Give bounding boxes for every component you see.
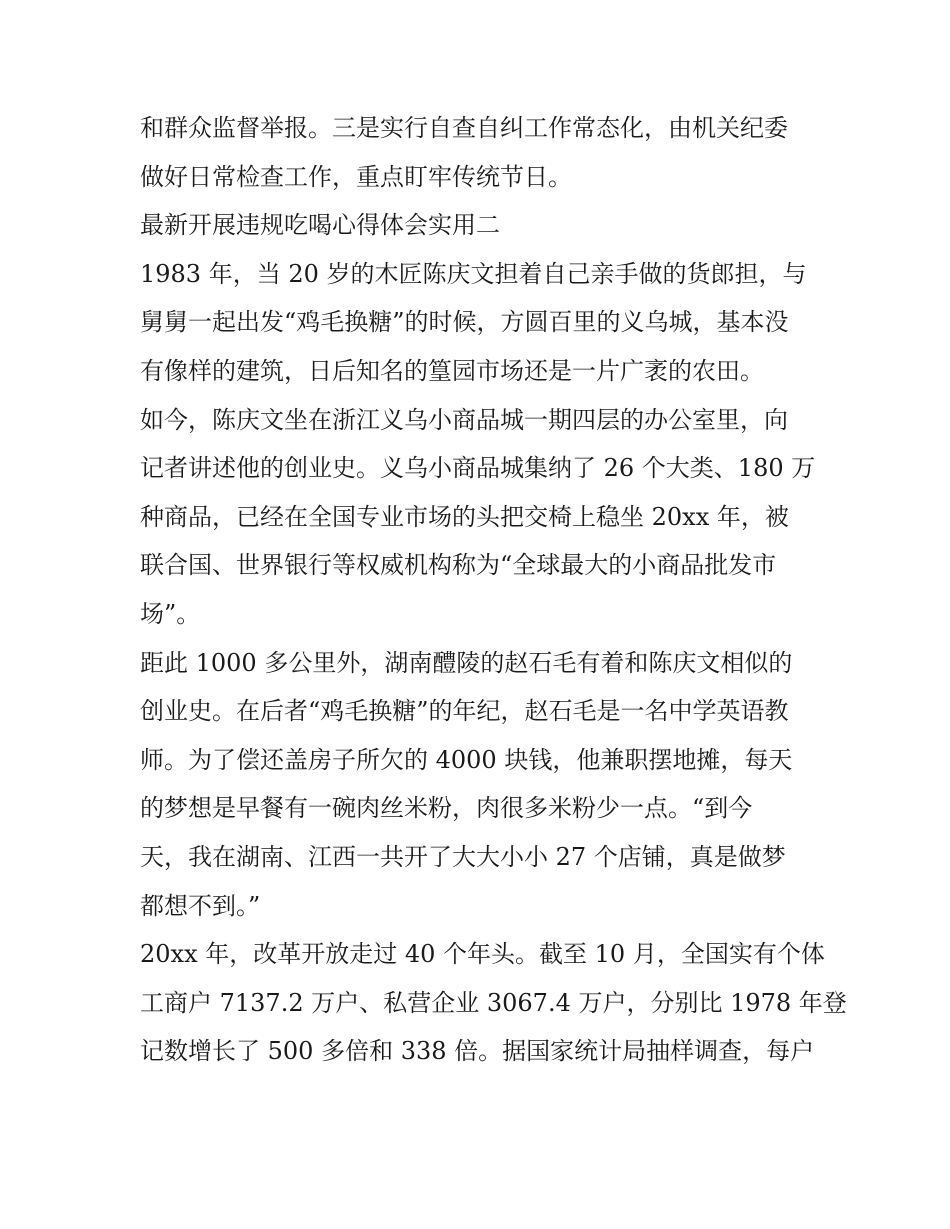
- text-line: 都想不到。”: [140, 891, 261, 920]
- text-line: 距此 1000 多公里外，湖南醴陵的赵石毛有着和陈庆文相似的: [140, 648, 793, 677]
- text-line: 场”。: [140, 599, 201, 628]
- text-line: 师。为了偿还盖房子所欠的 4000 块钱，他兼职摆地摊，每天: [140, 745, 793, 774]
- text-line: 记数增长了 500 多倍和 338 倍。据国家统计局抽样调查，每户: [140, 1037, 815, 1066]
- text-line: 的梦想是早餐有一碗肉丝米粉，肉很多米粉少一点。“到今: [140, 794, 753, 823]
- text-line: 创业史。在后者“鸡毛换糖”的年纪，赵石毛是一名中学英语教: [140, 697, 789, 726]
- body-text: [140, 104, 847, 1076]
- text-line: 记者讲述他的创业史。义乌小商品城集纳了 26 个大类、180 万: [140, 454, 816, 483]
- text-line: 天，我在湖南、江西一共开了大大小小 27 个店铺，真是做梦: [140, 842, 786, 871]
- text-line: 和群众监督举报。三是实行自查自纠工作常态化，由机关纪委: [140, 114, 788, 142]
- text-line: 种商品，已经在全国专业市场的头把交椅上稳坐 20xx 年，被: [140, 502, 789, 531]
- text-line: 做好日常检查工作，重点盯牢传统节日。: [140, 162, 572, 191]
- text-line: 20xx 年，改革开放走过 40 个年头。截至 10 月，全国实有个体: [140, 940, 825, 969]
- text-line: 有像样的建筑，日后知名的篁园市场还是一片广袤的农田。: [140, 356, 764, 385]
- text-line: 联合国、世界银行等权威机构称为“全球最大的小商品批发市: [140, 551, 777, 580]
- section-heading: 最新开展违规吃喝心得体会实用二: [140, 211, 500, 240]
- text-line: 1983 年，当 20 岁的木匠陈庆文担着自己亲手做的货郎担，与: [140, 259, 807, 288]
- text-line: 工商户 7137.2 万户、私营企业 3067.4 万户，分别比 1978 年登: [140, 988, 847, 1017]
- text-line: 如今，陈庆文坐在浙江义乌小商品城一期四层的办公室里，向: [140, 405, 788, 434]
- text-line: 舅舅一起出发“鸡毛换糖”的时候，方圆百里的义乌城，基本没: [140, 308, 789, 337]
